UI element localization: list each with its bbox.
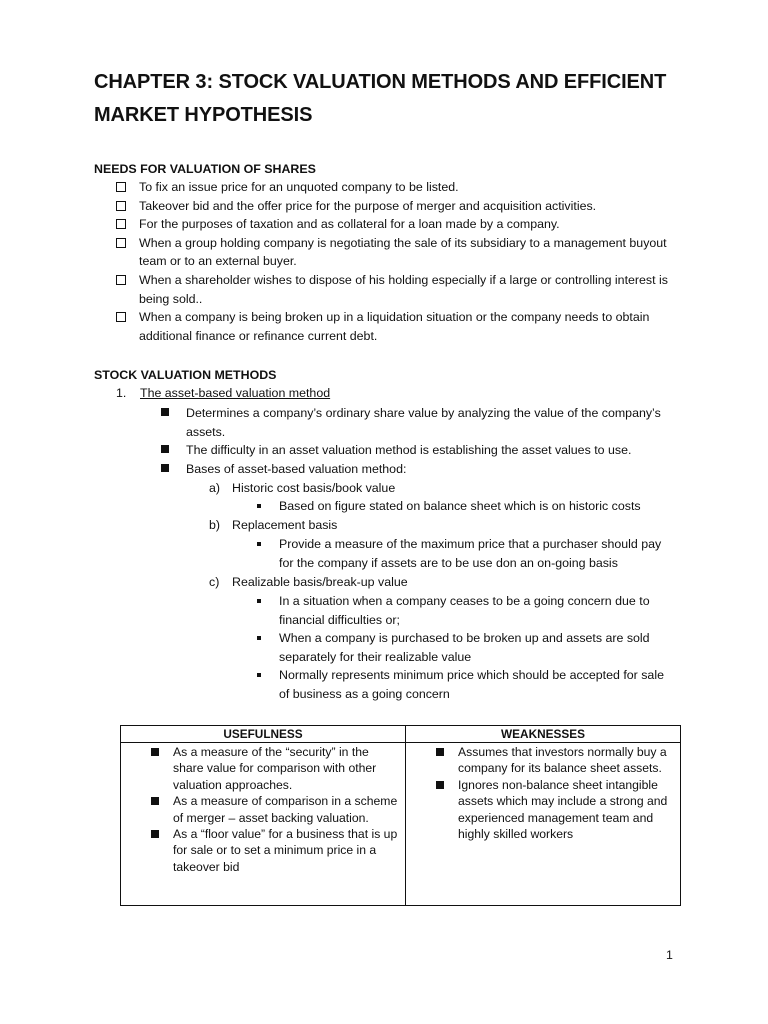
square-bullet-icon xyxy=(161,464,169,472)
basis-points xyxy=(256,535,671,572)
basis-name: Historic cost basis/book value xyxy=(232,481,396,495)
checkbox-bullet-icon xyxy=(116,219,126,229)
needs-item-text: Takeover bid and the offer price for the purpose of merger and acquisition activities. xyxy=(139,198,597,213)
needs-item xyxy=(116,308,676,345)
square-bullet-icon xyxy=(151,797,159,805)
method-point xyxy=(161,460,676,479)
needs-item-text: When a shareholder wishes to dispose of his holding especially if a large or controlling interest is being sold.. xyxy=(139,272,668,306)
basis-point-text: Based on figure stated on balance sheet which is on historic costs xyxy=(279,499,641,513)
method-name: The asset-based valuation method xyxy=(140,386,331,400)
needs-item-text: For the purposes of taxation and as collateral for a loan made by a company. xyxy=(139,217,560,232)
small-square-bullet-icon xyxy=(257,542,261,546)
needs-item xyxy=(116,234,676,271)
needs-item xyxy=(116,271,676,308)
basis-point-text: Provide a measure of the maximum price that a purchaser should pay for the company if assets are to be use don an on-going basis xyxy=(279,537,662,570)
table-header-divider xyxy=(121,742,680,743)
weaknesses-item-text: Assumes that investors normally buy a company for its balance sheet assets. xyxy=(458,745,667,776)
square-bullet-icon xyxy=(436,781,444,789)
needs-list xyxy=(116,178,676,345)
usefulness-item-text: As a “floor value” for a business that is up for sale or to set a minimum price in a takeover bid xyxy=(173,827,398,874)
needs-item xyxy=(116,178,676,197)
usefulness-item xyxy=(151,793,399,826)
needs-item xyxy=(116,197,676,216)
basis-heading xyxy=(209,573,669,592)
chapter-title: CHAPTER 3: STOCK VALUATION METHODS AND EFFICIENT MARKET HYPOTHESIS xyxy=(94,71,667,126)
small-square-bullet-icon xyxy=(257,504,261,508)
needs-item xyxy=(116,215,676,234)
small-square-bullet-icon xyxy=(257,636,261,640)
methods-heading: STOCK VALUATION METHODS xyxy=(94,368,277,382)
square-bullet-icon xyxy=(151,830,159,838)
checkbox-bullet-icon xyxy=(116,275,126,285)
basis-name: Replacement basis xyxy=(232,518,338,532)
square-bullet-icon xyxy=(151,748,159,756)
checkbox-bullet-icon xyxy=(116,182,126,192)
usefulness-item-text: As a measure of the “security” in the share value for comparison with other valuation approaches. xyxy=(173,745,377,792)
weaknesses-header: WEAKNESSES xyxy=(501,727,585,741)
small-square-bullet-icon xyxy=(257,673,261,677)
page-number: 1 xyxy=(666,948,673,962)
usefulness-item xyxy=(151,744,399,793)
usefulness-header: USEFULNESS xyxy=(223,727,303,741)
small-square-bullet-icon xyxy=(257,599,261,603)
method-point xyxy=(161,441,676,460)
usefulness-cell xyxy=(151,744,399,875)
basis-points xyxy=(256,592,671,704)
basis-point xyxy=(256,629,671,666)
usefulness-item xyxy=(151,826,399,875)
square-bullet-icon xyxy=(161,408,169,416)
usefulness-weaknesses-table xyxy=(120,725,681,906)
basis-heading xyxy=(209,479,669,498)
basis-letter: b) xyxy=(209,518,221,532)
weaknesses-item xyxy=(436,777,676,843)
basis-point-text: In a situation when a company ceases to be a going concern due to financial difficulties or; xyxy=(279,594,650,627)
needs-heading: NEEDS FOR VALUATION OF SHARES xyxy=(94,162,316,176)
weaknesses-item xyxy=(436,744,676,777)
basis-point xyxy=(256,535,671,572)
needs-item-text: When a group holding company is negotiating the sale of its subsidiary to a management buyout team or to an external buyer. xyxy=(139,235,667,269)
method-point-text: Bases of asset-based valuation method: xyxy=(186,461,407,476)
table-column-divider xyxy=(405,726,406,905)
basis-heading xyxy=(209,516,669,535)
square-bullet-icon xyxy=(161,445,169,453)
method-point xyxy=(161,404,676,441)
basis-letter: c) xyxy=(209,575,220,589)
basis-letter: a) xyxy=(209,481,221,495)
checkbox-bullet-icon xyxy=(116,312,126,322)
basis-points xyxy=(256,497,671,516)
method-title xyxy=(116,384,676,403)
basis-point-text: Normally represents minimum price which should be accepted for sale of business as a going concern xyxy=(279,668,664,701)
checkbox-bullet-icon xyxy=(116,201,126,211)
method-point-text: The difficulty in an asset valuation method is establishing the asset values to use. xyxy=(186,443,632,458)
usefulness-item-text: As a measure of comparison in a scheme of merger – asset backing valuation. xyxy=(173,794,398,825)
basis-point xyxy=(256,497,671,516)
method-number: 1. xyxy=(116,386,127,400)
checkbox-bullet-icon xyxy=(116,238,126,248)
basis-name: Realizable basis/break-up value xyxy=(232,575,408,589)
weaknesses-item-text: Ignores non-balance sheet intangible assets which may include a strong and experienced management team and highly skilled workers xyxy=(458,777,668,842)
basis-point xyxy=(256,666,671,703)
needs-item-text: When a company is being broken up in a liquidation situation or the company needs to obtain additional finance or refinance current debt. xyxy=(139,310,650,343)
weaknesses-cell xyxy=(436,744,676,842)
method-points xyxy=(161,404,676,478)
method-point-text: Determines a company’s ordinary share value by analyzing the value of the company’s assets. xyxy=(186,406,661,439)
needs-item-text: To fix an issue price for an unquoted company to be listed. xyxy=(139,180,459,194)
square-bullet-icon xyxy=(436,748,444,756)
basis-point-text: When a company is purchased to be broken up and assets are sold separately for their realizable value xyxy=(279,631,650,664)
basis-point xyxy=(256,592,671,629)
